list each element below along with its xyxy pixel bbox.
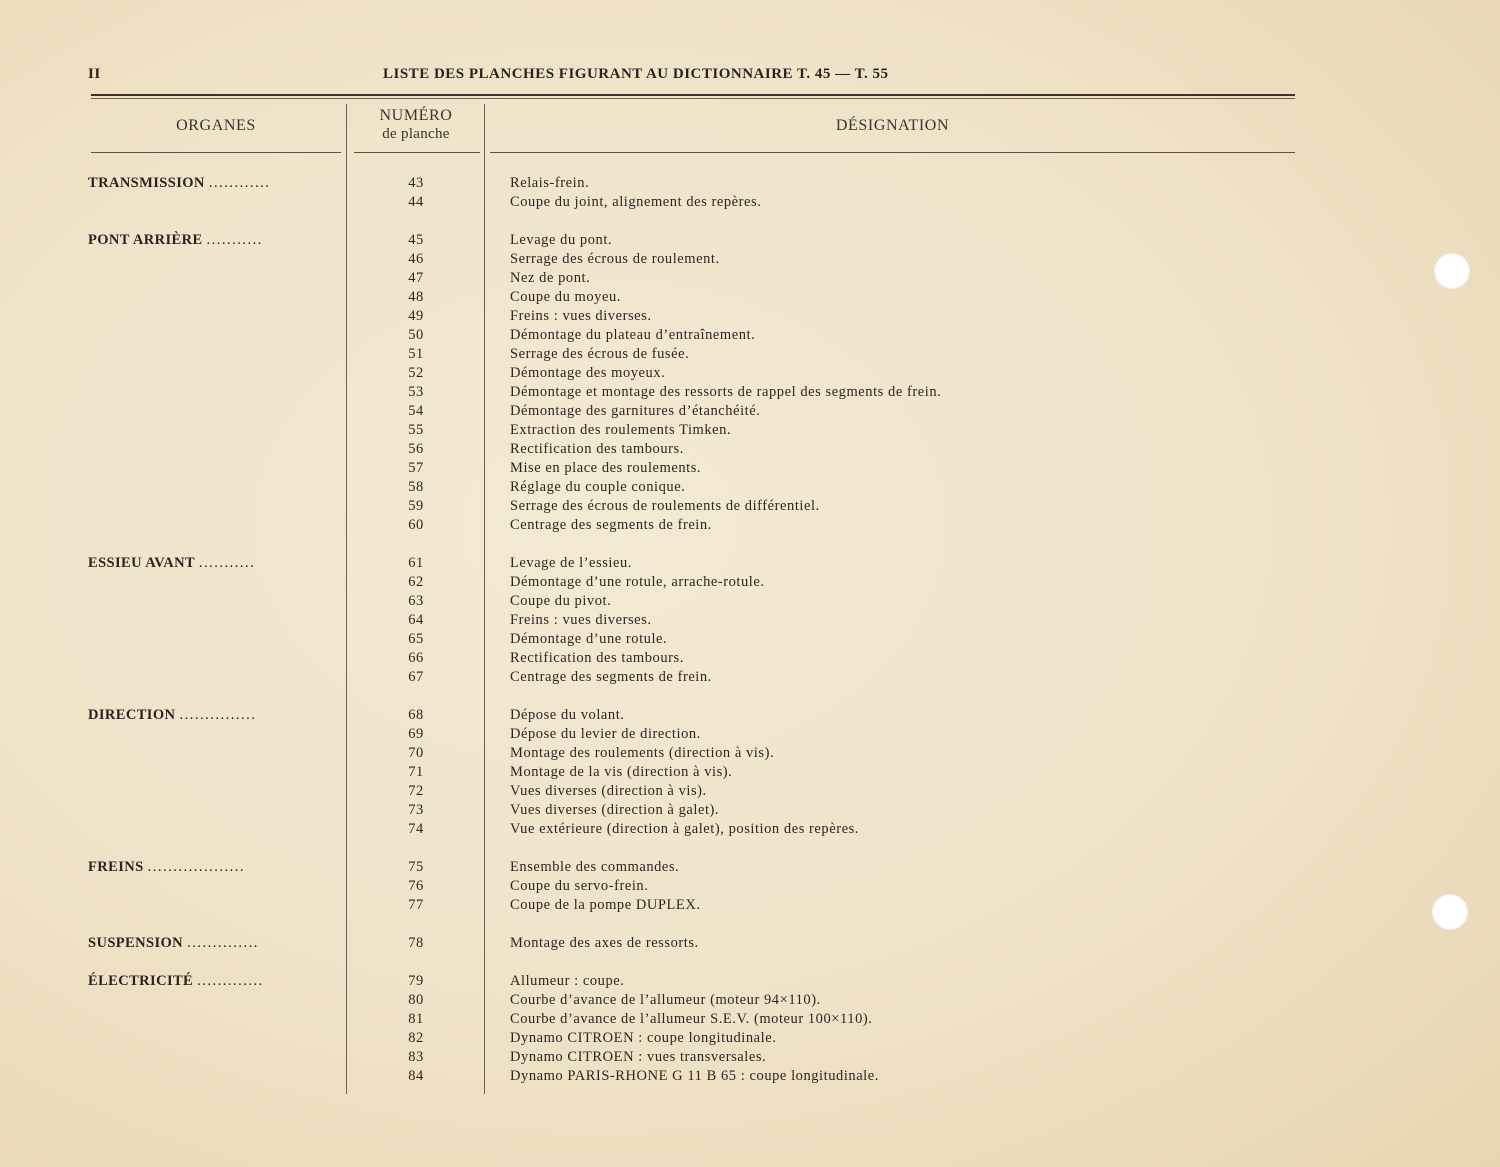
planche-number: 50 — [408, 327, 424, 343]
organe-name: FREINS — [88, 859, 144, 875]
planche-number: 80 — [408, 992, 424, 1008]
column-header-designation: DÉSIGNATION — [835, 117, 950, 134]
planche-designation: Montage des axes de ressorts. — [510, 935, 699, 951]
planche-number: 52 — [408, 365, 424, 381]
table-row — [0, 592, 1500, 611]
planche-number: 59 — [408, 498, 424, 514]
planche-number: 82 — [408, 1030, 424, 1046]
organe-name: PONT ARRIÈRE — [88, 232, 203, 248]
planche-number: 44 — [408, 194, 424, 210]
planche-designation: Coupe du servo-frein. — [510, 878, 649, 894]
planche-number: 55 — [408, 422, 424, 438]
table-row — [0, 231, 1500, 250]
table-row — [0, 402, 1500, 421]
planche-number: 70 — [408, 745, 424, 761]
planche-number: 48 — [408, 289, 424, 305]
table-row — [0, 820, 1500, 839]
planche-designation: Dépose du levier de direction. — [510, 726, 701, 742]
leader-dots: ........... — [198, 555, 256, 571]
column-divider-numero — [354, 152, 480, 153]
table-row — [0, 1029, 1500, 1048]
planche-number: 43 — [408, 175, 424, 191]
planche-number: 69 — [408, 726, 424, 742]
planche-designation: Dynamo PARIS-RHONE G 11 B 65 : coupe longitudinale. — [510, 1068, 879, 1084]
planche-designation: Nez de pont. — [510, 270, 591, 286]
organe-label — [88, 706, 340, 725]
planche-designation: Extraction des roulements Timken. — [510, 422, 732, 438]
page-title: LISTE DES PLANCHES FIGURANT AU DICTIONNAIRE T. 45 — T. 55 — [383, 66, 889, 82]
leader-dots: ............ — [208, 175, 271, 191]
section-gap — [0, 535, 1500, 554]
table-row — [0, 934, 1500, 953]
planche-designation: Démontage d’une rotule. — [510, 631, 668, 647]
table-row — [0, 326, 1500, 345]
table-row — [0, 440, 1500, 459]
leader-dots: ............. — [197, 973, 264, 989]
table-row — [0, 497, 1500, 516]
organe-label — [88, 231, 340, 250]
table-row — [0, 174, 1500, 193]
table-row — [0, 573, 1500, 592]
planche-number: 73 — [408, 802, 424, 818]
planche-number: 71 — [408, 764, 424, 780]
table-row — [0, 421, 1500, 440]
planche-designation: Courbe d’avance de l’allumeur (moteur 94×110). — [510, 992, 821, 1008]
table-row — [0, 896, 1500, 915]
organe-label — [88, 554, 340, 573]
section-gap — [0, 953, 1500, 972]
planche-designation: Démontage et montage des ressorts de rappel des segments de frein. — [510, 384, 942, 400]
table-row — [0, 649, 1500, 668]
planche-designation: Vue extérieure (direction à galet), position des repères. — [510, 821, 859, 837]
organe-name: TRANSMISSION — [88, 175, 205, 191]
table-row — [0, 364, 1500, 383]
table-row — [0, 858, 1500, 877]
column-header-numero — [352, 107, 480, 143]
planche-number: 78 — [408, 935, 424, 951]
planche-number: 83 — [408, 1049, 424, 1065]
planche-designation: Centrage des segments de frein. — [510, 517, 712, 533]
table-row — [0, 288, 1500, 307]
table-row — [0, 307, 1500, 326]
header-rule — [91, 94, 1295, 96]
planche-number: 56 — [408, 441, 424, 457]
planche-number: 67 — [408, 669, 424, 685]
planche-number: 54 — [408, 403, 424, 419]
planche-number: 72 — [408, 783, 424, 799]
planche-designation: Démontage des garnitures d’étanchéité. — [510, 403, 761, 419]
section-gap — [0, 915, 1500, 934]
planche-designation: Montage des roulements (direction à vis). — [510, 745, 775, 761]
planche-number: 51 — [408, 346, 424, 362]
table-row — [0, 383, 1500, 402]
table-row — [0, 972, 1500, 991]
planche-number: 45 — [408, 232, 424, 248]
organe-label — [88, 858, 340, 877]
table-row — [0, 1048, 1500, 1067]
leader-dots: ............... — [179, 707, 257, 723]
planche-designation: Dynamo CITROEN : coupe longitudinale. — [510, 1030, 777, 1046]
table-row — [0, 706, 1500, 725]
table-row — [0, 725, 1500, 744]
planche-designation: Coupe du pivot. — [510, 593, 612, 609]
column-divider-designation — [490, 152, 1295, 153]
planche-number: 53 — [408, 384, 424, 400]
planche-number: 84 — [408, 1068, 424, 1084]
planche-number: 61 — [408, 555, 424, 571]
table-row — [0, 668, 1500, 687]
planche-designation: Serrage des écrous de roulement. — [510, 251, 720, 267]
planche-designation: Rectification des tambours. — [510, 441, 684, 457]
leader-dots: ................... — [147, 859, 245, 875]
planche-designation: Dynamo CITROEN : vues transversales. — [510, 1049, 767, 1065]
table-row — [0, 516, 1500, 535]
planche-number: 81 — [408, 1011, 424, 1027]
table-row — [0, 630, 1500, 649]
table-row — [0, 250, 1500, 269]
table-row — [0, 459, 1500, 478]
organe-label — [88, 972, 340, 991]
planche-number: 74 — [408, 821, 424, 837]
planche-designation: Montage de la vis (direction à vis). — [510, 764, 733, 780]
planche-designation: Démontage du plateau d’entraînement. — [510, 327, 756, 343]
planche-number: 65 — [408, 631, 424, 647]
table-row — [0, 554, 1500, 573]
table-row — [0, 1010, 1500, 1029]
table-row — [0, 744, 1500, 763]
table-row — [0, 763, 1500, 782]
table-row — [0, 991, 1500, 1010]
planche-designation: Réglage du couple conique. — [510, 479, 686, 495]
planche-number: 63 — [408, 593, 424, 609]
planche-designation: Serrage des écrous de fusée. — [510, 346, 690, 362]
planche-number: 68 — [408, 707, 424, 723]
planche-designation: Vues diverses (direction à galet). — [510, 802, 720, 818]
planche-number: 79 — [408, 973, 424, 989]
planche-designation: Freins : vues diverses. — [510, 612, 652, 628]
planche-designation: Courbe d’avance de l’allumeur S.E.V. (moteur 100×110). — [510, 1011, 873, 1027]
planche-number: 75 — [408, 859, 424, 875]
planche-designation: Démontage d’une rotule, arrache-rotule. — [510, 574, 765, 590]
table-row — [0, 193, 1500, 212]
planche-number: 77 — [408, 897, 424, 913]
organe-label — [88, 934, 340, 953]
planche-designation: Allumeur : coupe. — [510, 973, 625, 989]
planche-number: 66 — [408, 650, 424, 666]
planche-designation: Levage de l’essieu. — [510, 555, 632, 571]
section-gap — [0, 839, 1500, 858]
organe-label — [88, 174, 340, 193]
table-row — [0, 801, 1500, 820]
page-number: II — [88, 66, 101, 82]
planche-designation: Dépose du volant. — [510, 707, 625, 723]
planche-designation: Serrage des écrous de roulements de différentiel. — [510, 498, 820, 514]
leader-dots: .............. — [187, 935, 259, 951]
planche-number: 47 — [408, 270, 424, 286]
column-header-organes: ORGANES — [176, 117, 256, 134]
planche-number: 46 — [408, 251, 424, 267]
planche-designation: Rectification des tambours. — [510, 650, 684, 666]
leader-dots: ........... — [206, 232, 263, 248]
organe-name: DIRECTION — [88, 707, 176, 723]
planche-number: 60 — [408, 517, 424, 533]
column-header-numero-sub: de planche — [382, 126, 450, 142]
header-rule-thin — [91, 98, 1295, 99]
organe-name: ESSIEU AVANT — [88, 555, 195, 571]
planche-designation: Coupe du moyeu. — [510, 289, 621, 305]
planche-designation: Vues diverses (direction à vis). — [510, 783, 707, 799]
table-row — [0, 877, 1500, 896]
planche-designation: Relais-frein. — [510, 175, 590, 191]
planche-designation: Freins : vues diverses. — [510, 308, 652, 324]
planche-designation: Coupe de la pompe DUPLEX. — [510, 897, 701, 913]
table-row — [0, 345, 1500, 364]
table-row — [0, 1067, 1500, 1086]
section-gap — [0, 212, 1500, 231]
planche-designation: Ensemble des commandes. — [510, 859, 680, 875]
planche-designation: Mise en place des roulements. — [510, 460, 702, 476]
planche-number: 49 — [408, 308, 424, 324]
planche-number: 62 — [408, 574, 424, 590]
planche-designation: Coupe du joint, alignement des repères. — [510, 194, 762, 210]
table-row — [0, 269, 1500, 288]
column-header-numero-label: NUMÉRO — [379, 107, 453, 124]
planche-number: 64 — [408, 612, 424, 628]
table-row — [0, 478, 1500, 497]
table-row — [0, 782, 1500, 801]
planche-number: 76 — [408, 878, 424, 894]
planche-number: 58 — [408, 479, 424, 495]
planches-table — [0, 174, 1500, 1086]
planche-number: 57 — [408, 460, 424, 476]
table-row — [0, 611, 1500, 630]
planche-designation: Levage du pont. — [510, 232, 613, 248]
planche-designation: Démontage des moyeux. — [510, 365, 666, 381]
section-gap — [0, 687, 1500, 706]
planche-designation: Centrage des segments de frein. — [510, 669, 712, 685]
column-divider-organes — [91, 152, 341, 153]
organe-name: ÉLECTRICITÉ — [88, 973, 194, 989]
organe-name: SUSPENSION — [88, 935, 184, 951]
